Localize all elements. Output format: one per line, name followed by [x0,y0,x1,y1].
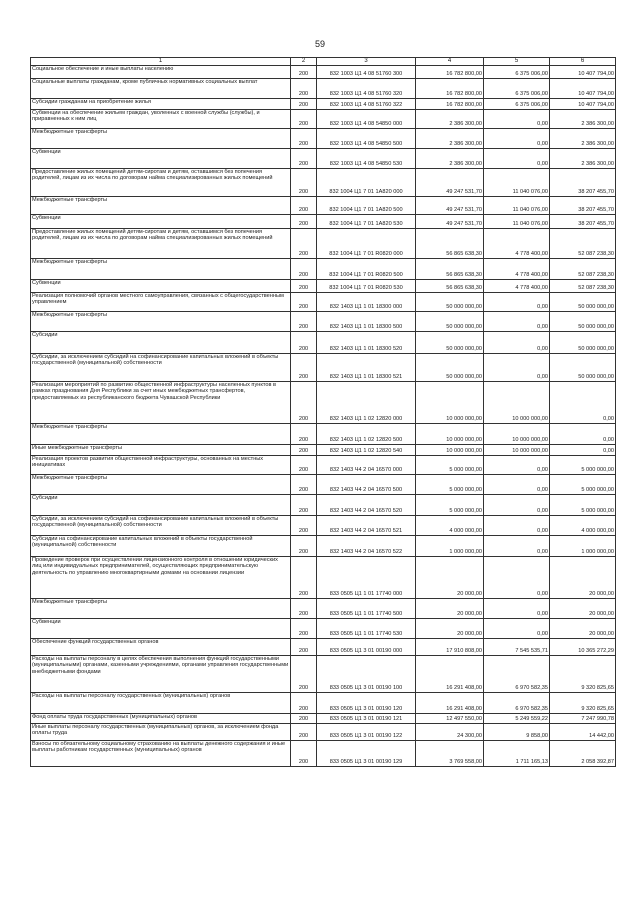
row-name: Межбюджетные трансферты [31,598,291,618]
row-name: Иные межбюджетные трансферты [31,444,291,455]
row-classification-code: 832 1403 Ц1 1 02 12820 500 [317,423,416,444]
row-value-col5: 0,00 [484,331,550,353]
row-code: 200 [291,148,317,168]
table-row [31,353,616,381]
table-row [31,723,616,740]
table-row [31,98,616,109]
row-value-col4: 4 000 000,00 [416,515,484,535]
row-value-col4: 24 300,00 [416,723,484,740]
row-value-col6: 0,00 [550,423,616,444]
row-classification-code: 832 1004 Ц1 7 01 1А820 000 [317,168,416,196]
table-row [31,494,616,515]
row-code: 200 [291,353,317,381]
row-code: 200 [291,618,317,638]
row-value-col4: 1 000 000,00 [416,535,484,556]
row-code: 200 [291,279,317,292]
row-code: 200 [291,228,317,258]
row-code: 200 [291,292,317,311]
row-value-col4: 49 247 531,70 [416,196,484,214]
table-row [31,331,616,353]
row-name: Субвенции [31,279,291,292]
row-value-col6: 0,00 [550,381,616,423]
row-code: 200 [291,381,317,423]
table-row [31,311,616,331]
row-name: Взносы по обязательному социальному страхованию на выплаты денежного содержания и иные выплаты работникам государственных (муниципальных) органов [31,740,291,766]
header-row [31,58,616,66]
table-body [31,65,616,766]
budget-table [30,57,616,767]
row-value-col6: 0,00 [550,444,616,455]
column-header-4: 4 [416,58,484,66]
row-name: Расходы на выплаты персоналу в целях обеспечения выполнения функций государственными (муниципальными) органами, казенными учреждениями, органами управления государственными внебюджетными фондами [31,655,291,692]
table-row [31,638,616,655]
row-code: 200 [291,556,317,598]
table-row [31,148,616,168]
row-value-col5: 6 375 006,00 [484,98,550,109]
row-name: Межбюджетные трансферты [31,311,291,331]
row-code: 200 [291,444,317,455]
row-value-col5: 10 000 000,00 [484,423,550,444]
row-value-col6: 2 386 300,00 [550,128,616,148]
table-row [31,381,616,423]
row-value-col6: 9 320 825,65 [550,655,616,692]
row-name: Межбюджетные трансферты [31,474,291,494]
row-classification-code: 832 1003 Ц1 4 08 51760 300 [317,65,416,78]
table-row [31,444,616,455]
row-code: 200 [291,78,317,98]
row-code: 200 [291,692,317,713]
row-value-col4: 5 000 000,00 [416,474,484,494]
row-name: Социальное обеспечение и иные выплаты населению [31,65,291,78]
row-classification-code: 833 0505 Ц1 3 01 00190 000 [317,638,416,655]
row-value-col5: 0,00 [484,148,550,168]
row-value-col5: 6 375 006,00 [484,65,550,78]
table-row [31,474,616,494]
row-value-col4: 49 247 531,70 [416,214,484,228]
row-code: 200 [291,474,317,494]
row-name: Межбюджетные трансферты [31,423,291,444]
row-value-col4: 50 000 000,00 [416,331,484,353]
row-code: 200 [291,598,317,618]
row-value-col6: 38 207 455,70 [550,168,616,196]
row-name: Субсидии [31,494,291,515]
table-row [31,740,616,766]
row-value-col6: 2 058 392,87 [550,740,616,766]
row-code: 200 [291,258,317,279]
column-header-3: 3 [317,58,416,66]
row-classification-code: 833 0505 Ц1 3 01 00190 129 [317,740,416,766]
row-value-col4: 3 769 558,00 [416,740,484,766]
row-value-col5: 0,00 [484,618,550,638]
row-value-col6: 52 087 238,30 [550,228,616,258]
row-value-col4: 16 782 800,00 [416,65,484,78]
row-value-col6: 38 207 455,70 [550,196,616,214]
row-value-col6: 50 000 000,00 [550,353,616,381]
row-classification-code: 832 1004 Ц1 7 01 R0820 530 [317,279,416,292]
row-name: Межбюджетные трансферты [31,128,291,148]
row-value-col4: 56 865 638,30 [416,258,484,279]
row-code: 200 [291,713,317,723]
row-value-col6: 52 087 238,30 [550,279,616,292]
row-name: Фонд оплаты труда государственных (муниципальных) органов [31,713,291,723]
table-row [31,65,616,78]
row-classification-code: 833 0505 Ц1 3 01 00190 121 [317,713,416,723]
row-classification-code: 832 1004 Ц1 7 01 R0820 000 [317,228,416,258]
row-classification-code: 832 1003 Ц1 4 08 54850 500 [317,128,416,148]
row-code: 200 [291,331,317,353]
row-classification-code: 832 1403 Ч4 2 04 16570 521 [317,515,416,535]
table-row [31,228,616,258]
row-name: Межбюджетные трансферты [31,196,291,214]
row-code: 200 [291,214,317,228]
row-classification-code: 832 1403 Ц1 1 02 12820 540 [317,444,416,455]
row-name: Субвенции [31,618,291,638]
row-value-col6: 10 407 794,00 [550,65,616,78]
row-name: Предоставление жилых помещений детям-сиротам и детям, оставшимся без попечения родителей, лицам из их числа по договорам найма специализированных жилых помещений [31,228,291,258]
row-code: 200 [291,494,317,515]
row-value-col6: 10 407 794,00 [550,98,616,109]
row-value-col4: 17 910 808,00 [416,638,484,655]
row-value-col6: 50 000 000,00 [550,331,616,353]
row-value-col5: 0,00 [484,455,550,474]
row-value-col5: 4 778 400,00 [484,258,550,279]
row-name: Иные выплаты персоналу государственных (муниципальных) органов, за исключением фонда оплаты труда [31,723,291,740]
row-value-col6: 20 000,00 [550,556,616,598]
row-name: Реализация полномочий органов местного самоуправления, связанных с общегосударственным управлением [31,292,291,311]
table-row [31,655,616,692]
row-classification-code: 833 0505 Ц1 3 01 00190 120 [317,692,416,713]
row-value-col6: 50 000 000,00 [550,292,616,311]
row-value-col4: 12 497 550,00 [416,713,484,723]
table-row [31,78,616,98]
row-value-col5: 4 778 400,00 [484,228,550,258]
row-value-col6: 4 000 000,00 [550,515,616,535]
table-row [31,168,616,196]
row-value-col5: 0,00 [484,353,550,381]
row-value-col5: 4 778 400,00 [484,279,550,292]
row-value-col5: 6 970 582,35 [484,655,550,692]
row-name: Субсидии, за исключением субсидий на софинансирование капитальных вложений в объекты государственной (муниципальной) собственности [31,515,291,535]
row-value-col6: 10 407 794,00 [550,78,616,98]
row-value-col6: 10 365 272,29 [550,638,616,655]
row-value-col6: 38 207 455,70 [550,214,616,228]
table-row [31,618,616,638]
row-value-col4: 2 386 300,00 [416,148,484,168]
row-classification-code: 832 1403 Ч4 2 04 16570 000 [317,455,416,474]
column-header-5: 5 [484,58,550,66]
row-classification-code: 832 1403 Ц1 1 01 18300 521 [317,353,416,381]
row-value-col4: 50 000 000,00 [416,353,484,381]
column-header-2: 2 [291,58,317,66]
row-value-col6: 7 247 990,78 [550,713,616,723]
row-value-col4: 16 782 800,00 [416,98,484,109]
row-code: 200 [291,98,317,109]
row-value-col4: 20 000,00 [416,618,484,638]
table-row [31,455,616,474]
row-value-col6: 9 320 825,65 [550,692,616,713]
row-code: 200 [291,65,317,78]
row-name: Предоставление жилых помещений детям-сиротам и детям, оставшимся без попечения родителей, лицам из их числа по договорам найма специализированных жилых помещений [31,168,291,196]
row-code: 200 [291,128,317,148]
table-row [31,258,616,279]
row-value-col4: 20 000,00 [416,598,484,618]
table-row [31,556,616,598]
row-code: 200 [291,423,317,444]
column-header-1: 1 [31,58,291,66]
row-value-col6: 5 000 000,00 [550,474,616,494]
table-row [31,692,616,713]
row-classification-code: 832 1403 Ц1 1 02 12820 000 [317,381,416,423]
row-value-col4: 16 291 408,00 [416,655,484,692]
row-code: 200 [291,655,317,692]
row-value-col5: 5 249 559,22 [484,713,550,723]
row-classification-code: 833 0505 Ц1 1 01 17740 530 [317,618,416,638]
row-classification-code: 832 1003 Ц1 4 08 54850 530 [317,148,416,168]
page-number: 59 [314,39,325,49]
row-value-col5: 0,00 [484,515,550,535]
table-row [31,196,616,214]
row-value-col5: 0,00 [484,474,550,494]
row-value-col4: 10 000 000,00 [416,423,484,444]
row-value-col5: 0,00 [484,598,550,618]
row-value-col5: 0,00 [484,311,550,331]
row-value-col4: 49 247 531,70 [416,168,484,196]
row-value-col6: 50 000 000,00 [550,311,616,331]
table-row [31,515,616,535]
row-value-col5: 11 040 076,00 [484,168,550,196]
table-row [31,598,616,618]
row-name: Социальные выплаты гражданам, кроме публичных нормативных социальных выплат [31,78,291,98]
row-value-col5: 10 000 000,00 [484,444,550,455]
row-value-col5: 0,00 [484,109,550,128]
row-value-col4: 5 000 000,00 [416,455,484,474]
row-classification-code: 832 1403 Ч4 2 04 16570 520 [317,494,416,515]
row-value-col5: 0,00 [484,535,550,556]
row-value-col5: 11 040 076,00 [484,214,550,228]
row-code: 200 [291,740,317,766]
table-row [31,279,616,292]
row-value-col6: 20 000,00 [550,618,616,638]
row-code: 200 [291,196,317,214]
row-name: Межбюджетные трансферты [31,258,291,279]
row-value-col5: 11 040 076,00 [484,196,550,214]
row-name: Реализация проектов развития общественной инфраструктуры, основанных на местных инициативах [31,455,291,474]
row-classification-code: 832 1403 Ч4 2 04 16570 522 [317,535,416,556]
row-name: Расходы на выплаты персоналу государственных (муниципальных) органов [31,692,291,713]
table-row [31,713,616,723]
row-code: 200 [291,535,317,556]
row-value-col6: 5 000 000,00 [550,455,616,474]
row-value-col4: 16 782 800,00 [416,78,484,98]
row-classification-code: 832 1004 Ц1 7 01 1А820 530 [317,214,416,228]
row-classification-code: 833 0505 Ц1 1 01 17740 000 [317,556,416,598]
table-row [31,423,616,444]
row-name: Субсидии [31,331,291,353]
row-classification-code: 833 0505 Ц1 3 01 00190 100 [317,655,416,692]
row-code: 200 [291,723,317,740]
row-name: Субсидии, за исключением субсидий на софинансирование капитальных вложений в объекты государственной (муниципальной) собственности [31,353,291,381]
column-header-6: 6 [550,58,616,66]
row-value-col4: 56 865 638,30 [416,279,484,292]
row-value-col5: 0,00 [484,128,550,148]
row-value-col5: 6 375 006,00 [484,78,550,98]
row-value-col4: 2 386 300,00 [416,128,484,148]
row-name: Проведение проверок при осуществлении лицензионного контроля в отношении юридических лиц или индивидуальных предпринимателей, осуществляющих предпринимательскую деятельность по управлению многоквартирными домами на основании лицензии [31,556,291,598]
row-value-col6: 20 000,00 [550,598,616,618]
row-value-col5: 0,00 [484,494,550,515]
row-value-col4: 5 000 000,00 [416,494,484,515]
row-value-col5: 9 858,00 [484,723,550,740]
row-classification-code: 832 1403 Ч4 2 04 16570 500 [317,474,416,494]
row-value-col5: 1 711 165,13 [484,740,550,766]
row-classification-code: 832 1003 Ц1 4 08 51760 322 [317,98,416,109]
row-value-col6: 2 386 300,00 [550,109,616,128]
row-value-col5: 10 000 000,00 [484,381,550,423]
row-value-col4: 2 386 300,00 [416,109,484,128]
row-name: Субсидии гражданам на приобретение жилья [31,98,291,109]
row-classification-code: 832 1003 Ц1 4 08 54850 000 [317,109,416,128]
table-row [31,292,616,311]
row-classification-code: 833 0505 Ц1 3 01 00190 122 [317,723,416,740]
row-code: 200 [291,455,317,474]
row-name: Субвенции [31,214,291,228]
row-value-col5: 0,00 [484,556,550,598]
row-code: 200 [291,168,317,196]
row-value-col6: 52 087 238,30 [550,258,616,279]
row-classification-code: 832 1403 Ц1 1 01 18300 520 [317,331,416,353]
row-value-col4: 16 291 408,00 [416,692,484,713]
table-row [31,128,616,148]
row-code: 200 [291,109,317,128]
row-value-col5: 0,00 [484,292,550,311]
row-classification-code: 832 1403 Ц1 1 01 18300 500 [317,311,416,331]
row-value-col4: 10 000 000,00 [416,381,484,423]
row-value-col4: 50 000 000,00 [416,311,484,331]
row-classification-code: 832 1403 Ц1 1 01 18300 000 [317,292,416,311]
row-classification-code: 832 1004 Ц1 7 01 1А820 500 [317,196,416,214]
row-value-col4: 56 865 638,30 [416,228,484,258]
table-row [31,535,616,556]
row-name: Реализация мероприятий по развитию общественной инфраструктуры населенных пунктов в рамках празднования Дня Республики за счет иных межбюджетных трансфертов, предоставляемых из республиканского бюджета Чувашской Республики [31,381,291,423]
row-name: Обеспечение функций государственных органов [31,638,291,655]
row-name: Субсидии на софинансирование капитальных вложений в объекты государственной (муниципальной) собственности [31,535,291,556]
row-classification-code: 832 1004 Ц1 7 01 R0820 500 [317,258,416,279]
row-value-col6: 2 386 300,00 [550,148,616,168]
row-value-col5: 7 545 535,71 [484,638,550,655]
row-code: 200 [291,311,317,331]
row-name: Субвенции [31,148,291,168]
row-value-col4: 50 000 000,00 [416,292,484,311]
row-name: Субвенции на обеспечение жильем граждан, уволенных с военной службы (службы), и приравненных к ним лиц [31,109,291,128]
row-classification-code: 832 1003 Ц1 4 08 51760 320 [317,78,416,98]
table-row [31,214,616,228]
row-code: 200 [291,638,317,655]
row-value-col6: 14 442,00 [550,723,616,740]
budget-sheet [30,57,615,767]
row-value-col6: 5 000 000,00 [550,494,616,515]
row-value-col4: 20 000,00 [416,556,484,598]
row-value-col4: 10 000 000,00 [416,444,484,455]
row-value-col6: 1 000 000,00 [550,535,616,556]
row-classification-code: 833 0505 Ц1 1 01 17740 500 [317,598,416,618]
table-row [31,109,616,128]
row-code: 200 [291,515,317,535]
row-value-col5: 6 970 582,35 [484,692,550,713]
